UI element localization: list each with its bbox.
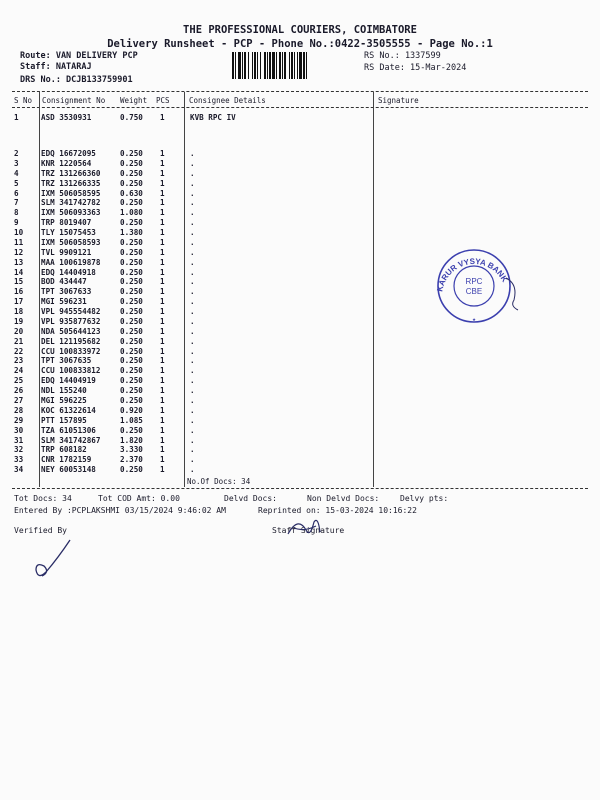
row-sno: 34: [14, 465, 24, 475]
row-consignee: KVB RPC IV: [190, 113, 236, 122]
table-row: [0, 416, 600, 426]
row-pcs: 1: [160, 356, 165, 366]
row-consignee: .: [190, 198, 195, 208]
row-pcs: 1: [160, 178, 165, 188]
row-consignment: EDQ 16672095: [41, 149, 96, 158]
row-consignment: NDA 505644123: [41, 326, 101, 336]
row-sno: 32: [14, 445, 24, 455]
table-row: [0, 436, 600, 446]
row-consignment: PTT 157895: [41, 415, 87, 425]
row-sno: 12: [14, 247, 24, 257]
row-weight: 0.250: [120, 218, 143, 228]
row-weight: 0.250: [120, 198, 143, 208]
row-sno: 15: [14, 277, 24, 287]
table-row: [0, 327, 600, 337]
row-consignment: IXM 506093363: [41, 208, 101, 218]
row-sno: 17: [14, 297, 24, 307]
row-weight: 0.250: [120, 425, 143, 435]
table-row: [0, 445, 600, 455]
row-consignee: .: [190, 346, 195, 356]
row-consignee: .: [190, 257, 195, 267]
row-sno: 6: [14, 188, 19, 198]
row-consignee: .: [190, 188, 195, 198]
row-consignee: .: [190, 307, 195, 317]
table-row: [0, 337, 600, 347]
row-consignee: .: [190, 297, 195, 307]
col-signature: Signature: [378, 96, 419, 105]
row-pcs: 1: [160, 297, 165, 307]
route-label: Route: VAN DELIVERY PCP: [20, 51, 138, 61]
delvy-pts: Delvy pts:: [400, 494, 449, 503]
row-consignment: NEY 60053148: [41, 465, 96, 475]
row-consignee: .: [190, 425, 195, 435]
stamp-line1: RPC: [465, 277, 483, 286]
tot-cod-amt: Tot COD Amt: 0.00: [98, 494, 180, 503]
row-weight: 0.250: [120, 237, 143, 247]
row-weight: 1.380: [120, 228, 143, 238]
row-sno: 10: [14, 228, 24, 238]
barcode: [232, 52, 357, 79]
row-sno: 26: [14, 386, 24, 396]
row-consignment: IXM 506058593: [41, 237, 101, 247]
rs-number: RS No.: 1337599: [364, 51, 441, 61]
row-weight: 0.750: [120, 113, 143, 122]
row-sno: 31: [14, 435, 24, 445]
row-consignee: .: [190, 149, 195, 158]
table-row: [0, 396, 600, 406]
row-consignee: .: [190, 366, 195, 376]
row-pcs: 1: [160, 346, 165, 356]
row-weight: 1.080: [120, 208, 143, 218]
row-pcs: 1: [160, 168, 165, 178]
row-consignee: .: [190, 178, 195, 188]
row-weight: 0.250: [120, 465, 143, 475]
row-consignee: .: [190, 277, 195, 287]
rs-date: RS Date: 15-Mar-2024: [364, 63, 467, 73]
row-consignee: .: [190, 267, 195, 277]
row-pcs: 1: [160, 247, 165, 257]
row-weight: 0.250: [120, 307, 143, 317]
row-pcs: 1: [160, 198, 165, 208]
row-weight: 0.250: [120, 287, 143, 297]
table-row: [0, 366, 600, 376]
row-consignee: .: [190, 168, 195, 178]
row-consignment: TPT 3067635: [41, 356, 92, 366]
row-pcs: 1: [160, 366, 165, 376]
row-consignment: TRZ 131266335: [41, 178, 101, 188]
row-consignee: .: [190, 247, 195, 257]
row-weight: 0.250: [120, 178, 143, 188]
row-pcs: 1: [160, 455, 165, 465]
row-sno: 7: [14, 198, 19, 208]
row-pcs: 1: [160, 208, 165, 218]
row-consignment: TZA 61051306: [41, 425, 96, 435]
row-pcs: 1: [160, 113, 165, 122]
stamp-line2: CBE: [465, 287, 483, 296]
row-pcs: 1: [160, 435, 165, 445]
row-weight: 0.250: [120, 149, 143, 158]
row-weight: 0.250: [120, 346, 143, 356]
row-sno: 22: [14, 346, 24, 356]
row-pcs: 1: [160, 149, 165, 158]
row-pcs: 1: [160, 405, 165, 415]
row-consignee: .: [190, 376, 195, 386]
col-consignment: Consignment No: [42, 96, 106, 105]
row-weight: 0.250: [120, 247, 143, 257]
row-consignee: .: [190, 445, 195, 455]
row-sno: 19: [14, 316, 24, 326]
row-pcs: 1: [160, 237, 165, 247]
row-pcs: 1: [160, 425, 165, 435]
row-consignment: SLM 341742867: [41, 435, 101, 445]
row-consignment: CCU 100833972: [41, 346, 101, 356]
reprinted-on: Reprinted on: 15-03-2024 10:16:22: [258, 506, 417, 515]
row-weight: 0.920: [120, 405, 143, 415]
row-consignment: IXM 506058595: [41, 188, 101, 198]
non-delvd-docs: Non Delvd Docs:: [307, 494, 380, 503]
table-row: [0, 208, 600, 218]
row-consignee: .: [190, 237, 195, 247]
row-consignment: TRP 608182: [41, 445, 87, 455]
row-weight: 0.250: [120, 396, 143, 405]
company-title: THE PROFESSIONAL COURIERS, COIMBATORE: [183, 24, 417, 36]
row-pcs: 1: [160, 218, 165, 228]
row-weight: 0.250: [120, 267, 143, 277]
row-sno: 21: [14, 336, 24, 346]
row-consignee: .: [190, 435, 195, 445]
col-weight: Weight: [120, 96, 148, 105]
row-consignment: CCU 100833812: [41, 366, 101, 376]
col-sno: S No: [14, 96, 33, 105]
row-consignee: .: [190, 287, 195, 297]
svg-text:★: ★: [472, 316, 476, 323]
row-pcs: 1: [160, 326, 165, 336]
row-sno: 8: [14, 208, 19, 218]
table-row: [0, 376, 600, 386]
row-consignee: .: [190, 415, 195, 425]
row-pcs: 1: [160, 465, 165, 475]
row-sno: 2: [14, 149, 19, 158]
staff-signature: Staff Signature: [272, 526, 345, 535]
table-row: [0, 149, 600, 159]
row-pcs: 1: [160, 307, 165, 317]
row-pcs: 1: [160, 267, 165, 277]
row-sno: 20: [14, 326, 24, 336]
row-weight: 0.250: [120, 297, 143, 307]
row-weight: 0.250: [120, 277, 143, 287]
row-weight: 0.250: [120, 376, 143, 386]
row-sno: 30: [14, 425, 24, 435]
row-consignee: .: [190, 208, 195, 218]
row-consignment: NDL 155240: [41, 386, 87, 396]
row-weight: 0.250: [120, 326, 143, 336]
row-pcs: 1: [160, 277, 165, 287]
row-consignment: EDQ 14404919: [41, 376, 96, 386]
row-consignment: VPL 935877632: [41, 316, 101, 326]
table-row: [0, 169, 600, 179]
no-of-docs: No.Of Docs: 34: [187, 477, 251, 486]
row-consignee: .: [190, 405, 195, 415]
row-sno: 25: [14, 376, 24, 386]
row-consignment: TRP 8019407: [41, 218, 92, 228]
row-consignment: EDQ 14404918: [41, 267, 96, 277]
row-pcs: 1: [160, 188, 165, 198]
entered-by: Entered By :PCPLAKSHMI 03/15/2024 9:46:02 AM: [14, 506, 226, 515]
row-consignee: .: [190, 218, 195, 228]
table-row: [0, 113, 600, 123]
row-pcs: 1: [160, 316, 165, 326]
row-weight: 0.250: [120, 356, 143, 366]
row-sno: 5: [14, 178, 19, 188]
delvd-docs: Delvd Docs:: [224, 494, 277, 503]
row-consignment: DEL 121195682: [41, 336, 101, 346]
row-consignee: .: [190, 356, 195, 366]
table-row: [0, 465, 600, 475]
row-weight: 0.250: [120, 336, 143, 346]
row-weight: 0.250: [120, 158, 143, 168]
row-consignment: MGI 596231: [41, 297, 87, 307]
row-consignee: .: [190, 158, 195, 168]
col-consignee: Consignee Details: [189, 96, 266, 105]
row-weight: 0.250: [120, 316, 143, 326]
row-consignment: CNR 1782159: [41, 455, 92, 465]
row-consignee: .: [190, 326, 195, 336]
table-row: [0, 386, 600, 396]
verifier-signature: [30, 536, 76, 582]
row-consignment: KOC 61322614: [41, 405, 96, 415]
row-consignment: TRZ 131266360: [41, 168, 101, 178]
row-pcs: 1: [160, 257, 165, 267]
row-consignee: .: [190, 336, 195, 346]
row-weight: 0.630: [120, 188, 143, 198]
row-consignment: MGI 596225: [41, 396, 87, 405]
row-consignee: .: [190, 386, 195, 396]
table-row: [0, 198, 600, 208]
row-consignment: VPL 945554482: [41, 307, 101, 317]
staff-label: Staff: NATARAJ: [20, 62, 92, 72]
row-sno: 18: [14, 307, 24, 317]
row-consignee: .: [190, 396, 195, 405]
row-weight: 1.820: [120, 435, 143, 445]
row-sno: 33: [14, 455, 24, 465]
drs-number: DRS No.: DCJB133759901: [20, 75, 133, 85]
table-row: [0, 218, 600, 228]
table-row: [0, 159, 600, 169]
row-sno: 3: [14, 158, 19, 168]
row-consignment: SLM 341742782: [41, 198, 101, 208]
row-consignment: BOD 434447: [41, 277, 87, 287]
row-pcs: 1: [160, 228, 165, 238]
row-consignee: .: [190, 228, 195, 238]
row-sno: 29: [14, 415, 24, 425]
row-pcs: 1: [160, 386, 165, 396]
row-consignment: TPT 3067633: [41, 287, 92, 297]
row-consignee: .: [190, 316, 195, 326]
tot-docs: Tot Docs: 34: [14, 494, 72, 503]
row-weight: 0.250: [120, 366, 143, 376]
table-row: [0, 426, 600, 436]
row-consignee: .: [190, 465, 195, 475]
row-pcs: 1: [160, 158, 165, 168]
row-weight: 0.250: [120, 386, 143, 396]
row-weight: 3.330: [120, 445, 143, 455]
row-pcs: 1: [160, 287, 165, 297]
row-sno: 24: [14, 366, 24, 376]
table-row: [0, 455, 600, 465]
row-sno: 28: [14, 405, 24, 415]
col-pcs: PCS: [156, 96, 170, 105]
staff-signature-mark: [284, 514, 324, 542]
row-pcs: 1: [160, 415, 165, 425]
row-sno: 13: [14, 257, 24, 267]
row-pcs: 1: [160, 376, 165, 386]
row-sno: 27: [14, 396, 24, 405]
bank-stamp: [424, 244, 524, 326]
table-row: [0, 356, 600, 366]
row-weight: 2.370: [120, 455, 143, 465]
row-consignment: ASD 3530931: [41, 113, 92, 122]
row-pcs: 1: [160, 336, 165, 346]
row-consignment: TVL 9909121: [41, 247, 92, 257]
row-consignment: KNR 1220564: [41, 158, 92, 168]
row-consignee: .: [190, 455, 195, 465]
row-sno: 9: [14, 218, 19, 228]
table-row: [0, 347, 600, 357]
row-sno: 11: [14, 237, 24, 247]
row-consignment: MAA 100619878: [41, 257, 101, 267]
runsheet-subtitle: Delivery Runsheet - PCP - Phone No.:0422-3505555 - Page No.:1: [107, 38, 493, 50]
row-weight: 0.250: [120, 257, 143, 267]
svg-text:KARUR VYSYA BANK: KARUR VYSYA BANK: [435, 256, 510, 293]
row-pcs: 1: [160, 445, 165, 455]
row-weight: 0.250: [120, 168, 143, 178]
row-sno: 16: [14, 287, 24, 297]
verified-by: Verified By: [14, 526, 67, 535]
row-consignment: TLY 15075453: [41, 228, 96, 238]
row-sno: 23: [14, 356, 24, 366]
table-row: [0, 179, 600, 189]
table-row: [0, 189, 600, 199]
row-sno: 1: [14, 113, 19, 122]
row-sno: 14: [14, 267, 24, 277]
table-row: [0, 406, 600, 416]
row-weight: 1.085: [120, 415, 143, 425]
row-pcs: 1: [160, 396, 165, 405]
table-row: [0, 228, 600, 238]
row-sno: 4: [14, 168, 19, 178]
